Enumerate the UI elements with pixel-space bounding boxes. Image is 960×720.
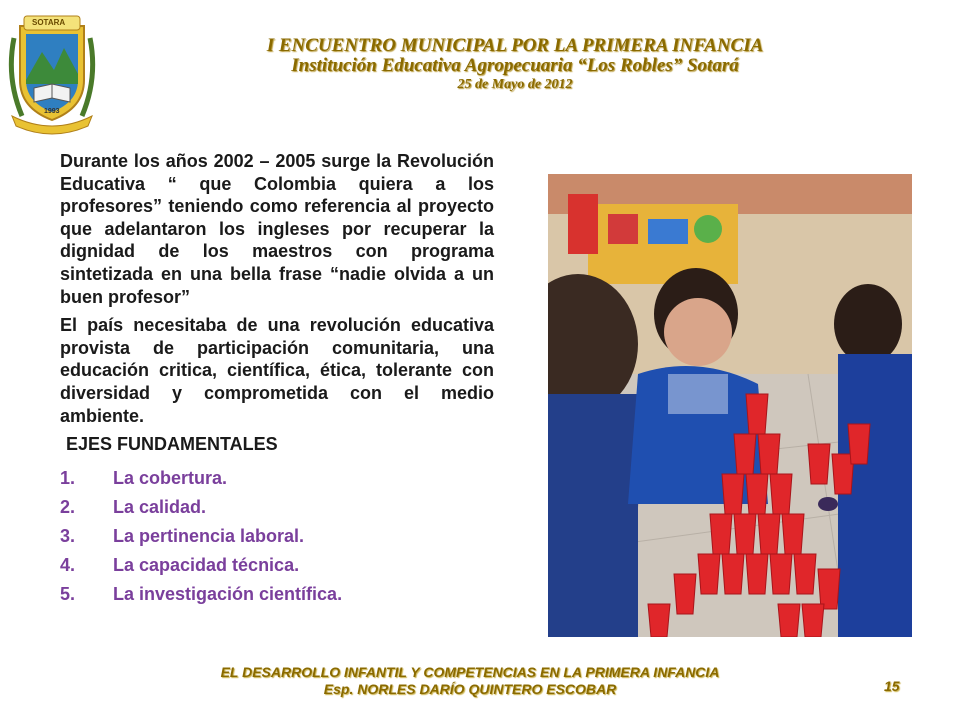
institution-name: Institución Educativa Agropecuaria “Los Robles” Sotará — [291, 55, 739, 76]
event-title: I ENCUENTRO MUNICIPAL POR LA PRIMERA INFANCIA — [266, 35, 764, 56]
list-item — [60, 522, 494, 551]
list-item — [60, 464, 494, 493]
list-text: La capacidad técnica. — [113, 554, 300, 575]
list-text: La calidad. — [113, 496, 207, 517]
footer-author: Esp. NORLES DARÍO QUINTERO ESCOBAR — [323, 681, 617, 697]
seal-year-text: 1993 — [44, 108, 60, 115]
event-date: 25 de Mayo de 2012 — [457, 77, 573, 92]
list-number: 4. — [60, 554, 76, 575]
list-item — [60, 580, 494, 609]
footer-title: EL DESARROLLO INFANTIL Y COMPETENCIAS EN LA PRIMERA INFANCIA — [220, 664, 720, 680]
paragraph-revolucion-educativa: Durante los años 2002 – 2005 surge la Revolución Educativa “ que Colombia quiera a los profesores” teniendo como referencia al proyecto que adelantaron los ingleses por recuperar la dignidad de los maestros con programa sintetizada en una bella frase “nadie olvida a un buen profesor” — [60, 151, 494, 307]
page-number: 15 — [884, 678, 900, 694]
list-item — [60, 551, 494, 580]
slide-body — [60, 150, 494, 609]
classroom-photo — [548, 174, 912, 637]
list-text: La pertinencia laboral. — [113, 525, 305, 546]
list-item — [60, 493, 494, 522]
institution-seal-logo — [4, 8, 100, 140]
ejes-fundamentales-title: EJES FUNDAMENTALES — [66, 434, 278, 455]
list-number: 2. — [60, 496, 76, 517]
list-number: 3. — [60, 525, 76, 546]
slide-footer — [140, 664, 800, 698]
list-text: La cobertura. — [113, 467, 228, 488]
paragraph-pais-necesitaba: El país necesitaba de una revolución educativa provista de participación comunitaria, una educación critica, científica, ética, tolerante con diversidad y comprometida con el medio ambiente. — [60, 315, 494, 426]
list-text: La investigación científica. — [113, 583, 343, 604]
slide-header — [150, 36, 880, 94]
seal-name-text: SOTARA — [32, 18, 66, 27]
ejes-list — [60, 464, 494, 609]
list-number: 5. — [60, 583, 76, 604]
list-number: 1. — [60, 467, 76, 488]
